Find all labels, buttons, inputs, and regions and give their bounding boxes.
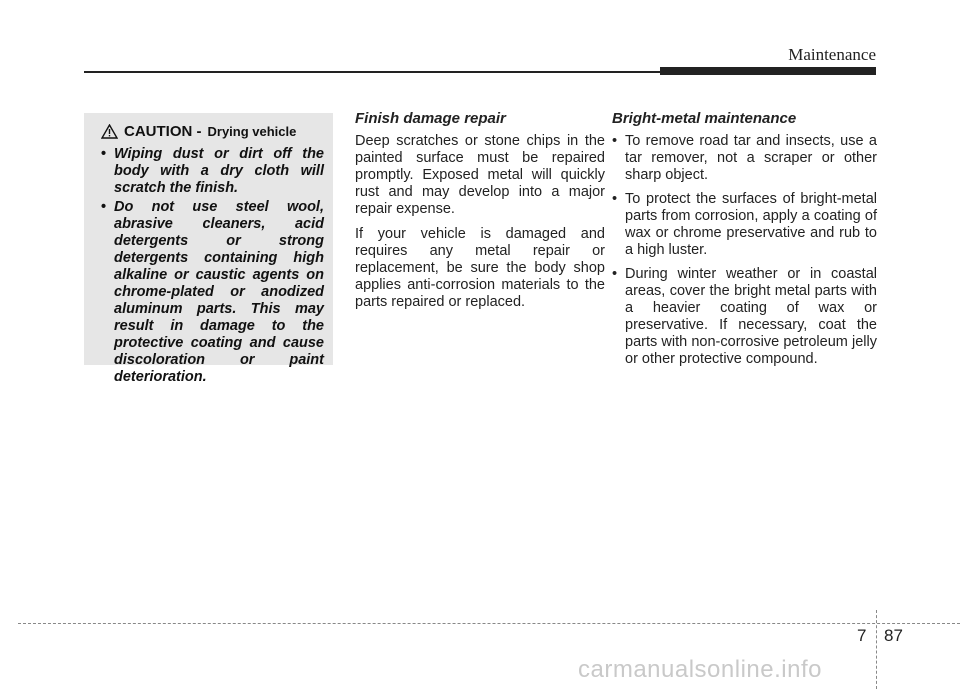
header-rule-accent — [660, 67, 876, 75]
bright-metal-item: • To protect the surfaces of bright-metal parts from corrosion, apply a coating of wax or chrome preservative and rub to a high luster. — [612, 191, 877, 259]
watermark-text: carmanualsonline.info — [578, 656, 822, 683]
footer-divider — [876, 610, 877, 689]
header-rule — [84, 71, 660, 73]
finish-damage-section — [355, 110, 605, 319]
caution-item: • Do not use steel wool, abrasive cleaners, acid detergents or strong detergents containing high alkaline or caustic agents on chrome-plated or anodized aluminum parts. This may result in damage to the protective coating and cause discoloration or paint deterioration. — [101, 199, 324, 386]
caution-item: • Wiping dust or dirt off the body with a dry cloth will scratch the finish. — [101, 146, 324, 197]
bright-metal-section — [612, 110, 877, 375]
warning-triangle-icon — [101, 124, 118, 139]
finish-damage-title: Finish damage repair — [355, 110, 506, 127]
finish-damage-paragraph: Deep scratches or stone chips in the painted surface must be repaired promptly. Exposed metal will quickly rust and may develop into a major repair expense. — [355, 133, 605, 217]
bright-metal-item: • To remove road tar and insects, use a tar remover, not a scraper or other sharp object. — [612, 133, 877, 184]
section-title: Maintenance — [788, 45, 876, 64]
caution-list — [101, 146, 324, 386]
chapter-number: 7 — [857, 626, 867, 645]
bright-metal-title: Bright-metal maintenance — [612, 110, 797, 127]
caution-box — [84, 113, 333, 385]
footer-rule — [18, 623, 960, 624]
bright-metal-item: • During winter weather or in coastal areas, cover the bright metal parts with a heavier coating of wax or preservative. If necessary, coat the parts with non-corrosive petroleum jelly or other protective compound. — [612, 266, 877, 368]
caution-label: CAUTION - — [124, 123, 202, 140]
page-number: 87 — [884, 626, 903, 645]
finish-damage-paragraph: If your vehicle is damaged and requires any metal repair or replacement, be sure the body shop applies anti-corrosion materials to the parts repaired or replaced. — [355, 226, 605, 310]
bright-metal-list — [612, 133, 877, 368]
caution-heading — [101, 123, 324, 140]
caution-subject: Drying vehicle — [207, 124, 297, 139]
